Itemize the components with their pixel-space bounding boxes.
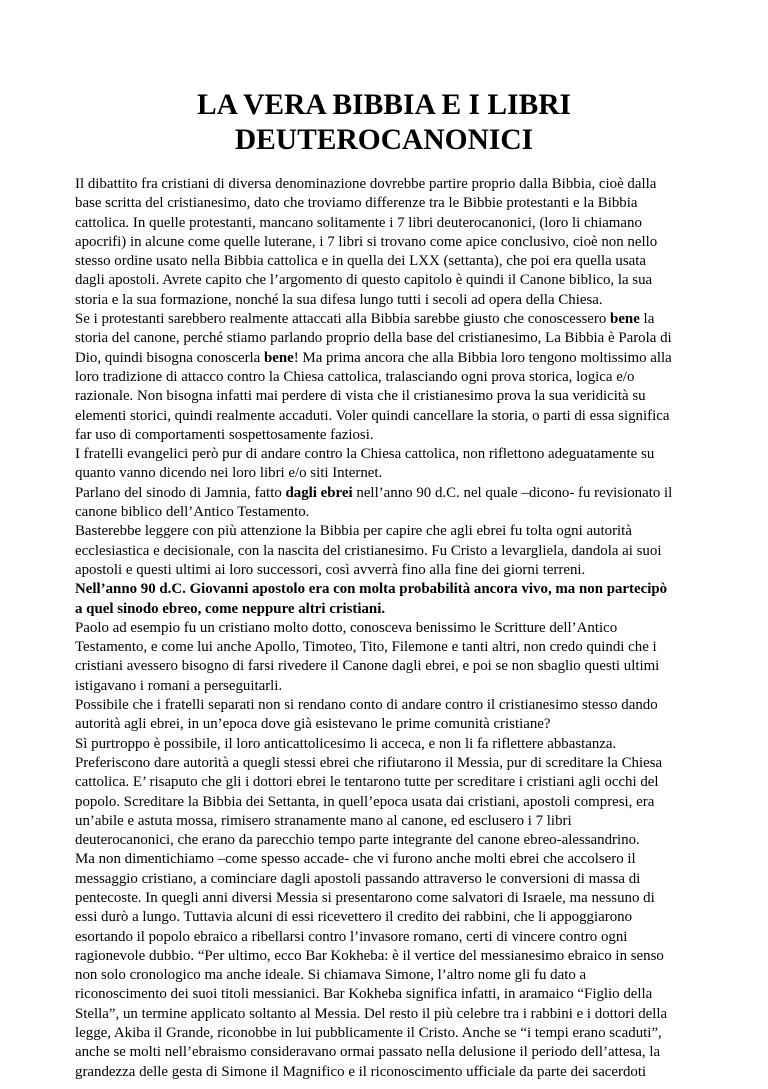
text-line [75, 1063, 707, 1082]
text-line [75, 175, 707, 194]
text-line [75, 908, 707, 927]
text-line [75, 291, 707, 310]
title-line-2: DEUTEROCANONICI [234, 124, 534, 156]
text-segment: nell’anno 90 d.C. nel quale –dicono- fu revisionato il [352, 484, 673, 501]
text-segment: ragionevole dubbio. “Per ultimo, ecco Bar Kokheba: è il vertice del messianesimo ebraico in senso [75, 947, 664, 964]
text-segment: stesso ordine usato nella Bibbia cattolica e in quella dei LXX (settanta), che poi era quella usata [75, 253, 647, 270]
text-segment: autorità agli ebrei, in un’epoca dove già esistevano le prime comunità cristiane? [75, 716, 551, 733]
text-segment: deuterocanonici, che erano da parecchio tempo parte integrante del canone ebreo-alessandrino. [75, 832, 640, 849]
text-segment: Testamento, e come lui anche Apollo, Timoteo, Tito, Filemone e tanti altri, non credo quindi che i [75, 639, 657, 656]
text-line [75, 1024, 707, 1043]
text-line [75, 407, 707, 426]
title-line-1: LA VERA BIBBIA E I LIBRI [196, 89, 572, 121]
text-line [75, 947, 707, 966]
text-segment: Stella”, un termine applicato soltanto al Messia. Del resto il più celebre tra i rabbini e i dottori della [75, 1005, 668, 1022]
text-line [75, 252, 707, 271]
body-text [75, 175, 707, 1082]
text-line [75, 657, 707, 676]
text-line [75, 426, 707, 445]
text-segment: anche se molti nell’ebraismo consideravano ormai passato nella delusione il periodo dell’attesa, la [75, 1044, 661, 1061]
text-segment: Preferiscono dare autorità a quegli stessi ebrei che rifiutarono il Messia, pur di screditare la Chiesa [75, 754, 663, 771]
text-line [75, 985, 707, 1004]
text-line [75, 329, 707, 348]
text-line [75, 522, 707, 541]
text-line [75, 445, 707, 464]
text-segment: Ma non dimentichiamo –come spesso accade- che vi furono anche molti ebrei che accolsero il [75, 851, 636, 868]
text-segment: cattolica. E’ risaputo che gli i dottori ebrei le tentarono tutte per screditare i cristiani agli occhi del [75, 774, 659, 791]
text-line [75, 387, 707, 406]
text-segment: essi durò a lungo. Tuttavia alcuni di essi ricevettero il credito dei rabbini, che li appoggiarono [75, 909, 633, 926]
text-segment: Basterebbe leggere con più attenzione la Bibbia per capire che agli ebrei fu tolta ogni autorità [75, 523, 632, 540]
text-segment: apocrifi) in alcune come quelle luterane, i 7 libri si trovano come apice conclusivo, cioè non nello [75, 233, 658, 250]
bold-text: Nell’anno 90 d.C. Giovanni apostolo era con molta probabilità ancora vivo, ma non partecipò [75, 581, 668, 598]
text-line [75, 831, 707, 850]
text-segment: Sì purtroppo è possibile, il loro anticattolicesimo li acceca, e non li fa riflettere abbastanza. [75, 735, 617, 752]
text-segment: base scritta del cristianesimo, dato che troviamo differenze tra le Bibbie protestanti e la Bibbia [75, 195, 638, 212]
text-line [75, 619, 707, 638]
text-segment: dagli apostoli. Avrete capito che l’argomento di questo capitolo è quindi il Canone biblico, la sua [75, 272, 653, 289]
text-line [75, 966, 707, 985]
text-segment: cristiani avessero bisogno di farsi rivedere il Canone dagli ebrei, e poi se non sbaglio questi ultimi [75, 658, 660, 675]
text-line [75, 715, 707, 734]
text-line [75, 484, 707, 503]
text-segment: legge, Akiba il Grande, riconobbe in lui pubblicamente il Cristo. Anche se “i tempi erano scaduti”, [75, 1025, 662, 1042]
text-segment: I fratelli evangelici però pur di andare contro la Chiesa cattolica, non riflettono adeguatamente su [75, 446, 655, 463]
text-segment: Il dibattito fra cristiani di diversa denominazione dovrebbe partire proprio dalla Bibbia, cioè dalla [75, 176, 657, 192]
text-line [75, 754, 707, 773]
text-segment: Se i protestanti sarebbero realmente attaccati alla Bibbia sarebbe giusto che conoscessero [75, 311, 611, 328]
text-segment: Paolo ad esempio fu un cristiano molto dotto, conosceva benissimo le Scritture dell’Antico [75, 619, 618, 636]
text-segment: storia e la sua formazione, nonché la sua difesa lungo tutti i secoli ad opera della Chiesa. [75, 291, 603, 308]
bold-text: a quel sinodo ebreo, come neppure altri cristiani. [75, 600, 386, 617]
text-segment: grandezza delle gesta di Simone il Magnifico e il riconoscimento ufficiale da parte dei sacerdoti [75, 1063, 647, 1080]
text-line [75, 696, 707, 715]
text-line [75, 773, 707, 792]
text-line [75, 542, 707, 561]
text-line [75, 793, 707, 812]
text-line [75, 812, 707, 831]
text-segment: Possibile che i fratelli separati non si rendano conto di andare contro il cristianesimo stesso dando [75, 697, 658, 714]
text-segment: non solo cronologico ma anche ideale. Si chiamava Simone, l’altro nome gli fu dato a [75, 967, 587, 984]
text-line [75, 735, 707, 754]
text-segment: popolo. Screditare la Bibbia dei Settanta, in quell’epoca usata dai cristiani, apostoli compresi, era [75, 793, 655, 810]
text-segment: ecclesiastica e decisionale, con la nascita del cristianesimo. Fu Cristo a levargliela, dandola ai suoi [75, 542, 662, 559]
text-segment: pentecoste. In quegli anni diversi Messia si presentarono come salvatori di Israele, ma nessuno di [75, 889, 655, 906]
text-segment: razionale. Non bisogna infatti mai perdere di vista che il cristianesimo prova la sua veridicità su [75, 388, 646, 405]
text-line [75, 214, 707, 233]
text-segment: canone biblico dell’Antico Testamento. [75, 504, 310, 521]
text-segment: storia del canone, perché stiamo parlando proprio della base del cristianesimo, La Bibbia è Parola di [75, 330, 672, 347]
text-line [75, 349, 707, 368]
text-line [75, 580, 707, 599]
text-line [75, 368, 707, 387]
text-line [75, 271, 707, 290]
text-segment: istigavano i romani a perseguitarli. [75, 677, 283, 694]
page-title [0, 88, 768, 158]
text-line [75, 677, 707, 696]
text-line [75, 889, 707, 908]
text-segment: far uso di comportamenti sospettosamente faziosi. [75, 426, 374, 443]
text-line [75, 928, 707, 947]
text-segment: apostoli e questi ultimi ai loro successori, così avverrà fino alla fine dei giorni terreni. [75, 561, 586, 578]
text-segment: messaggio cristiano, a cominciare dagli apostoli passando attraverso le conversioni di massa di [75, 870, 641, 887]
text-line [75, 1005, 707, 1024]
text-segment: ! Ma prima ancora che alla Bibbia loro tengono moltissimo alla [293, 349, 672, 366]
text-line [75, 870, 707, 889]
text-segment: riconoscimento dei suoi titoli messianici. Bar Kokheba significa infatti, in aramaico “Figlio della [75, 986, 653, 1003]
bold-text: bene [264, 349, 294, 366]
bold-text: dagli ebrei [285, 484, 353, 501]
text-line [75, 850, 707, 869]
text-line [75, 194, 707, 213]
text-segment: Parlano del sinodo di Jamnia, fatto [75, 484, 286, 501]
text-segment: la [639, 311, 655, 328]
text-segment: un’abile e astuta mossa, rimisero stranamente mano al canone, ed esclusero i 7 libri [75, 812, 572, 829]
text-line [75, 503, 707, 522]
text-segment: Dio, quindi bisogna conoscerla [75, 349, 264, 366]
text-line [75, 310, 707, 329]
text-segment: elementi storici, quindi realmente accaduti. Voler quindi cancellare la storia, o parti di essa significa [75, 407, 670, 424]
text-segment: loro tradizione di attacco contro la Chiesa cattolica, tralasciando ogni prova storica, logica e/o [75, 368, 635, 385]
text-line [75, 561, 707, 580]
text-segment: esortando il popolo ebraico a ribellarsi contro l’invasore romano, certi di vincere contro ogni [75, 928, 628, 945]
text-segment: cattolica. In quelle protestanti, mancano solitamente i 7 libri deuterocanonici, (loro li chiamano [75, 214, 642, 231]
text-line [75, 600, 707, 619]
text-line [75, 233, 707, 252]
text-line [75, 464, 707, 483]
bold-text: bene [610, 311, 640, 328]
text-line [75, 638, 707, 657]
text-line [75, 1043, 707, 1062]
text-segment: quanto vanno dicendo nei loro libri e/o siti Internet. [75, 465, 383, 482]
